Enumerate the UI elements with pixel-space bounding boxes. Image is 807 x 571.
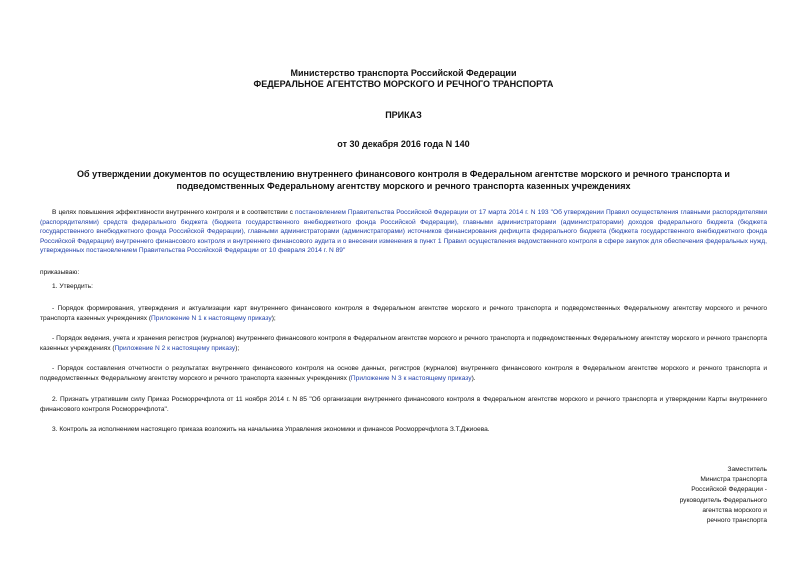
item-3: 3. Контроль за исполнением настоящего приказа возложить на начальника Управления экономики и финансов Росморречфлота З.Т.Джиоева. xyxy=(52,426,490,433)
item-1-1-tail: ); xyxy=(271,314,276,322)
item-1-3-text: - Порядок составления отчетности о результатах внутреннего финансового контроля на основе данных, регистров (журналов) внутреннего финансового контроля в Федеральном агентстве морского и речного транспорта и подведомственных Федеральному агентству морского и речного транспорта казенных учреждениях ( xyxy=(40,365,767,382)
signature-line: Министра транспорта xyxy=(700,476,767,484)
item-1-3-tail: ). xyxy=(471,374,476,382)
item-1-2-text: - Порядок ведения, учета и хранения регистров (журналов) внутреннего финансового контроля в Федеральном агентстве морского и речного транспорта и подведомственных Федеральному агентству морского и речного транспорта казенных учреждениях ( xyxy=(40,335,767,352)
appendix-1-link[interactable]: Приложение N 1 к настоящему приказу xyxy=(151,314,272,322)
signature-line: Заместитель xyxy=(727,466,767,473)
doc-date: от 30 декабря 2016 года N 140 xyxy=(337,139,470,149)
signature-line: руководитель Федерального xyxy=(679,496,767,504)
item-1-1 xyxy=(40,304,767,323)
appendix-3-link[interactable]: Приложение N 3 к настоящему приказу xyxy=(350,374,472,382)
item-1: 1. Утвердить: xyxy=(52,283,93,290)
doc-title: Об утверждении документов по осуществлению внутреннего финансового контроля в Федеральном агентстве морского и речного транспорта и подведомственных Федеральному агентству морского и речного транспорта казенных учреждениях xyxy=(77,169,730,191)
item-1-2-tail: ); xyxy=(235,344,240,352)
intro-text: В целях повышения эффективности внутреннего контроля и в соответствии с xyxy=(52,209,296,216)
signature-block xyxy=(627,465,767,526)
signature-line: речного транспорта xyxy=(706,517,767,525)
item-1-3 xyxy=(40,364,767,383)
ministry-name: Министерство транспорта Российской Федерации xyxy=(290,68,517,78)
intro-paragraph xyxy=(40,208,767,256)
agency-name: ФЕДЕРАЛЬНОЕ АГЕНТСТВО МОРСКОГО И РЕЧНОГО ТРАНСПОРТА xyxy=(253,79,554,89)
item-1-2 xyxy=(40,334,767,353)
signature-line: Российской Федерации - xyxy=(691,486,767,494)
item-2: 2. Признать утратившим силу Приказ Росморречфлота от 11 ноября 2014 г. N 85 "Об организации внутреннего финансового контроля в Федеральном агентстве морского и речного транспорта и утверждении Карты внутреннего финансового контроля Росморречфлота". xyxy=(40,396,767,413)
signature-line: агентства морского и xyxy=(702,506,767,514)
item-1-1-text: - Порядок формирования, утверждения и актуализации карт внутреннего финансового контроля в Федеральном агентстве морского и речного транспорта и подведомственных Федеральному агентству морского и речного транспорта казенных учреждениях ( xyxy=(40,305,767,322)
appendix-2-link[interactable]: Приложение N 2 к настоящему приказу xyxy=(114,344,236,352)
prikazyvayu: приказываю: xyxy=(40,269,80,276)
decree-link[interactable]: постановлением Правительства Российской Федерации от 17 марта 2014 г. N 193 "Об утверждении Правил осуществления главными распорядителями (распорядителями) средств федерального бюджета (бюджета государственного внебюджетного фонда Российской Федерации), главными администраторами (администраторами) доходов федерального бюджета (бюджета государственного внебюджетного фонда Российской Федерации), главными администраторами (администраторами) источников финансирования дефицита федерального бюджета (бюджета государственного внебюджетного фонда Российской Федерации) внутреннего финансового контроля и внутреннего финансового аудита и о внесении изменения в пункт 1 Правил осуществления ведомственного контроля в сфере закупок для обеспечения федеральных нужд, утвержденных постановлением Правительства Российской Федерации от 10 февраля 2014 г. N 89" xyxy=(40,209,768,255)
doc-type: ПРИКАЗ xyxy=(385,110,422,120)
